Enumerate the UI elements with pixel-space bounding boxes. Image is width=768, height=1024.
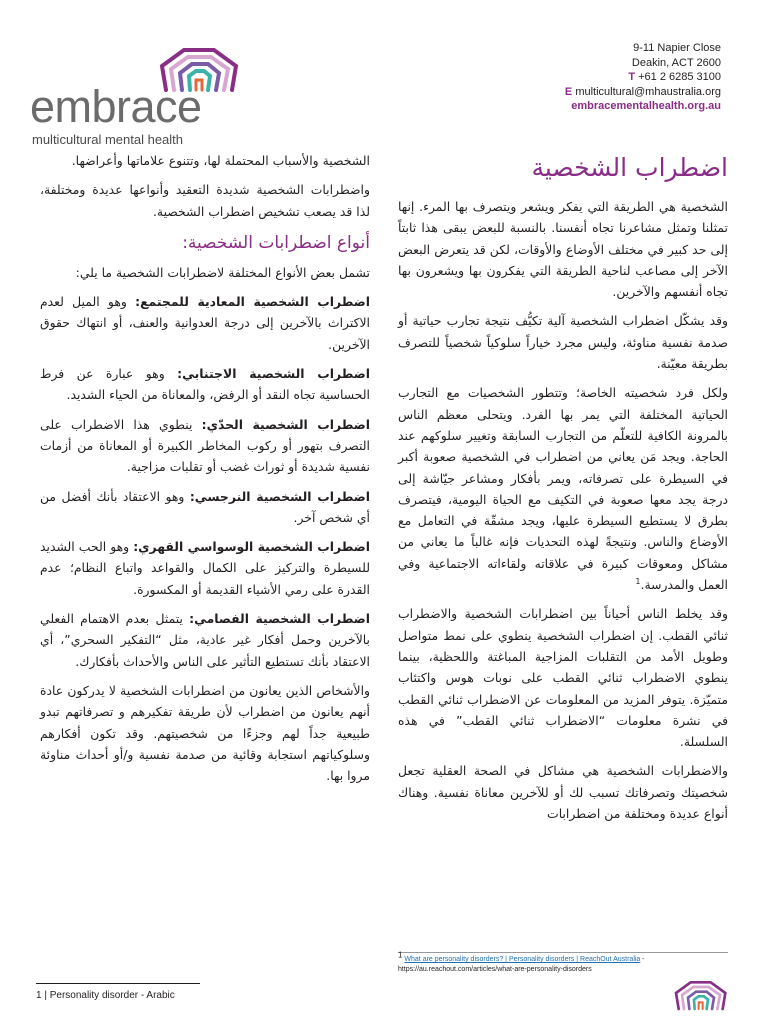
page-title: اضطراب الشخصية [531,153,728,182]
list-item-desc: يتمثل بعدم الاهتمام الفعلي بالآخرين وحمل أفكار غير عادية، مثل “التفكير السحري”، أي الاعتقاد بأنك تستطيع التأثير على الناس والأحداث بأفكارك. [40,611,370,669]
list-item-term: اضطراب الشخصية النرجسي: [189,488,370,504]
embrace-logo [30,44,280,147]
footnote [398,950,728,975]
paragraph: والاضطرابات الشخصية هي مشاكل في الصحة العقلية تجعل شخصيتك وتصرفاتك تسبب لك أو للآخرين معاناة نفسية. وهناك أنواع عديدة ومختلفة من اضطرابات [398,763,728,822]
address-line-2: Deakin, ACT 2600 [631,56,721,69]
list-item [40,536,370,600]
paragraph: الشخصية والأسباب المحتملة لها، وتتنوع علاماتها وأعراضها. [71,153,370,168]
footnote-link[interactable]: What are personality disorders? | Personality disorders | ReachOut Australia [404,956,641,963]
footnote-number: 1 [398,950,403,960]
list-item [40,486,370,529]
email-link[interactable]: multicultural@mhaustralia.org [575,85,721,98]
website-link[interactable]: embracementalhealth.org.au [571,100,721,112]
list-item-desc: ينطوي هذا الاضطراب على التصرف بتهور أو ركوب المخاطر الكبيرة أو المعاناة من أزمات نفسية شديدة أو ثوراث غضب أو تقلبات مزاجية. [40,416,370,475]
logo-wordmark: embrace [30,81,202,132]
paragraph: وقد يشكّل اضطراب الشخصية آلية تكيُّف نتيجة تجارب حياتية أو صدمة نفسية مناوئة، وليس مجرد خياراً سلوكياً شخصياً للتصرف بطريقة معيّنة. [398,313,728,372]
email-label: E [564,85,573,98]
logo-tagline: multicultural mental health [32,132,184,147]
email-line [565,85,721,100]
section-heading: أنواع اضطرابات الشخصية: [182,232,370,253]
phone-label: T [628,71,636,83]
phone-number: +61 2 6285 3100 [638,71,721,83]
paragraph: وقد يخلط الناس أحياناً بين اضطرابات الشخصية والاضطراب ثنائي القطب. إن اضطراب الشخصية ينطوي على نمط متواصل وطويل الأمد من التقلبات المزاجية المباغتة واللحظية، بينما ينطوي الاضطراب ثنائي القطب على نوبات هوس واكتئاب متميّزة. يتوفر المزيد من المعلومات عن الاضطراب ثنائي القطب في نشرة معلومات “الاضطراب ثنائي القطب” في هذه السلسلة. [398,606,728,750]
footnote-reference[interactable]: 1 [635,576,641,586]
footnote-url[interactable]: https://au.reachout.com/articles/what-are-personality-disorders [398,966,592,973]
list-item-desc: وهو الاعتقاد بأنك أفضل من أي شخص آخر. [40,488,370,525]
footer-divider [36,983,200,984]
paragraph: واضطرابات الشخصية شديدة التعقيد وأنواعها عديدة ومختلفة، لذا قد يصعب تشخيص اضطراب الشخصية. [40,182,370,219]
embrace-small-logo-icon [672,974,732,1016]
paragraph-text: ولكل فرد شخصيته الخاصة؛ وتتطور الشخصيات مع التجارب الحياتية المختلفة التي يمر بها الفرد. ويتحلى معظم الناس بالمرونة الكافية للتعلّم من التجارب السابقة وتغيير سلوكهم عند الحاجة. ويجد مَن يعاني من اضطراب في الشخصية صعوبة أكبر في السيطرة على تصرفاته، ويمر بأفكار ومشاعر جيّاشة إلى درجة يجد معها صعوبة في التكيف مع الحياة اليومية، فيتصرف بطرق لا يستطيع السيطرة عليها، ويجد مشقّة في التعامل مع الأوضاع والناس. ونتيجةً لهذه التحديات فإنه غالباً ما يعاني من مشاكل ومعوقات كبيرة في علاقاته ولقاءاته الاجتماعية وفي العمل والمدرسة. [398,385,728,593]
list-item [40,291,370,355]
footnote-separator: - [640,956,645,963]
list-item-desc: وهو الميل لعدم الاكتراث بالآخرين إلى درجة العدوانية والعنف، أو انتهاك حقوق الآخرين. [40,294,370,352]
right-column [398,150,728,832]
left-column [40,150,370,794]
list-item-term: اضطراب الشخصية الاجتنابي: [177,366,370,382]
paragraph: والأشخاص الذين يعانون من اضطرابات الشخصية لا يدركون عادة أنهم يعانون من اضطراب لأن طريقة تفكيرهم و تصرفاتهم تبدو طبيعية جداً لهم وجزءًا من شخصيتهم. وقد تكون أفكارهم وسلوكياتهم استجابة وقائية من صدمة نفسية و/أو أحداث مناوئة مروا بها. [40,682,370,784]
paragraph [398,382,728,595]
phone-line [565,70,721,85]
list-item-term: اضطراب الشخصية المعادية للمجتمع: [135,294,371,310]
list-item [40,608,370,672]
list-item-desc: وهو عبارة عن فرط الحساسية تجاه النقد أو الرفض، والمعاناة من الحياء الشديد. [40,366,370,403]
list-item-term: اضطراب الشخصية الفصامي: [189,611,370,627]
list-item [40,363,370,406]
paragraph: الشخصية هي الطريقة التي يفكر ويشعر ويتصرف بها المرء. إنها تمثلنا وتمثل مشاعرنا تجاه أنفسنا. بالنسبة للبعض يبقى هذا ثابتاً إلى حد كبير في مختلف الأوضاع والأوقات، لكن قد يتعرض البعض الآخر إلى مصاعب لناحية الطريقة التي يفكرون بها ويشعرون بها تجاه أنفسهم والآخرين. [398,199,728,300]
paragraph: تشمل بعض الأنواع المختلفة لاضطرابات الشخصية ما يلي: [75,264,370,280]
page-footer: 1 | Personality disorder - Arabic [36,990,175,1001]
list-item-desc: وهو الحب الشديد للسيطرة والتركيز على الكمال والقواعد واتباع النظام؛ عدم القدرة على رمي الأشياء القديمة أو المكسورة. [40,539,370,597]
list-item [40,414,370,478]
address-line-1: 9-11 Napier Close [633,42,721,54]
list-item-term: اضطراب الشخصية الوسواسي القهري: [133,539,370,555]
list-item-term: اضطراب الشخصية الحدّي: [201,416,370,432]
contact-block [565,41,721,114]
footnote-divider [398,952,728,953]
